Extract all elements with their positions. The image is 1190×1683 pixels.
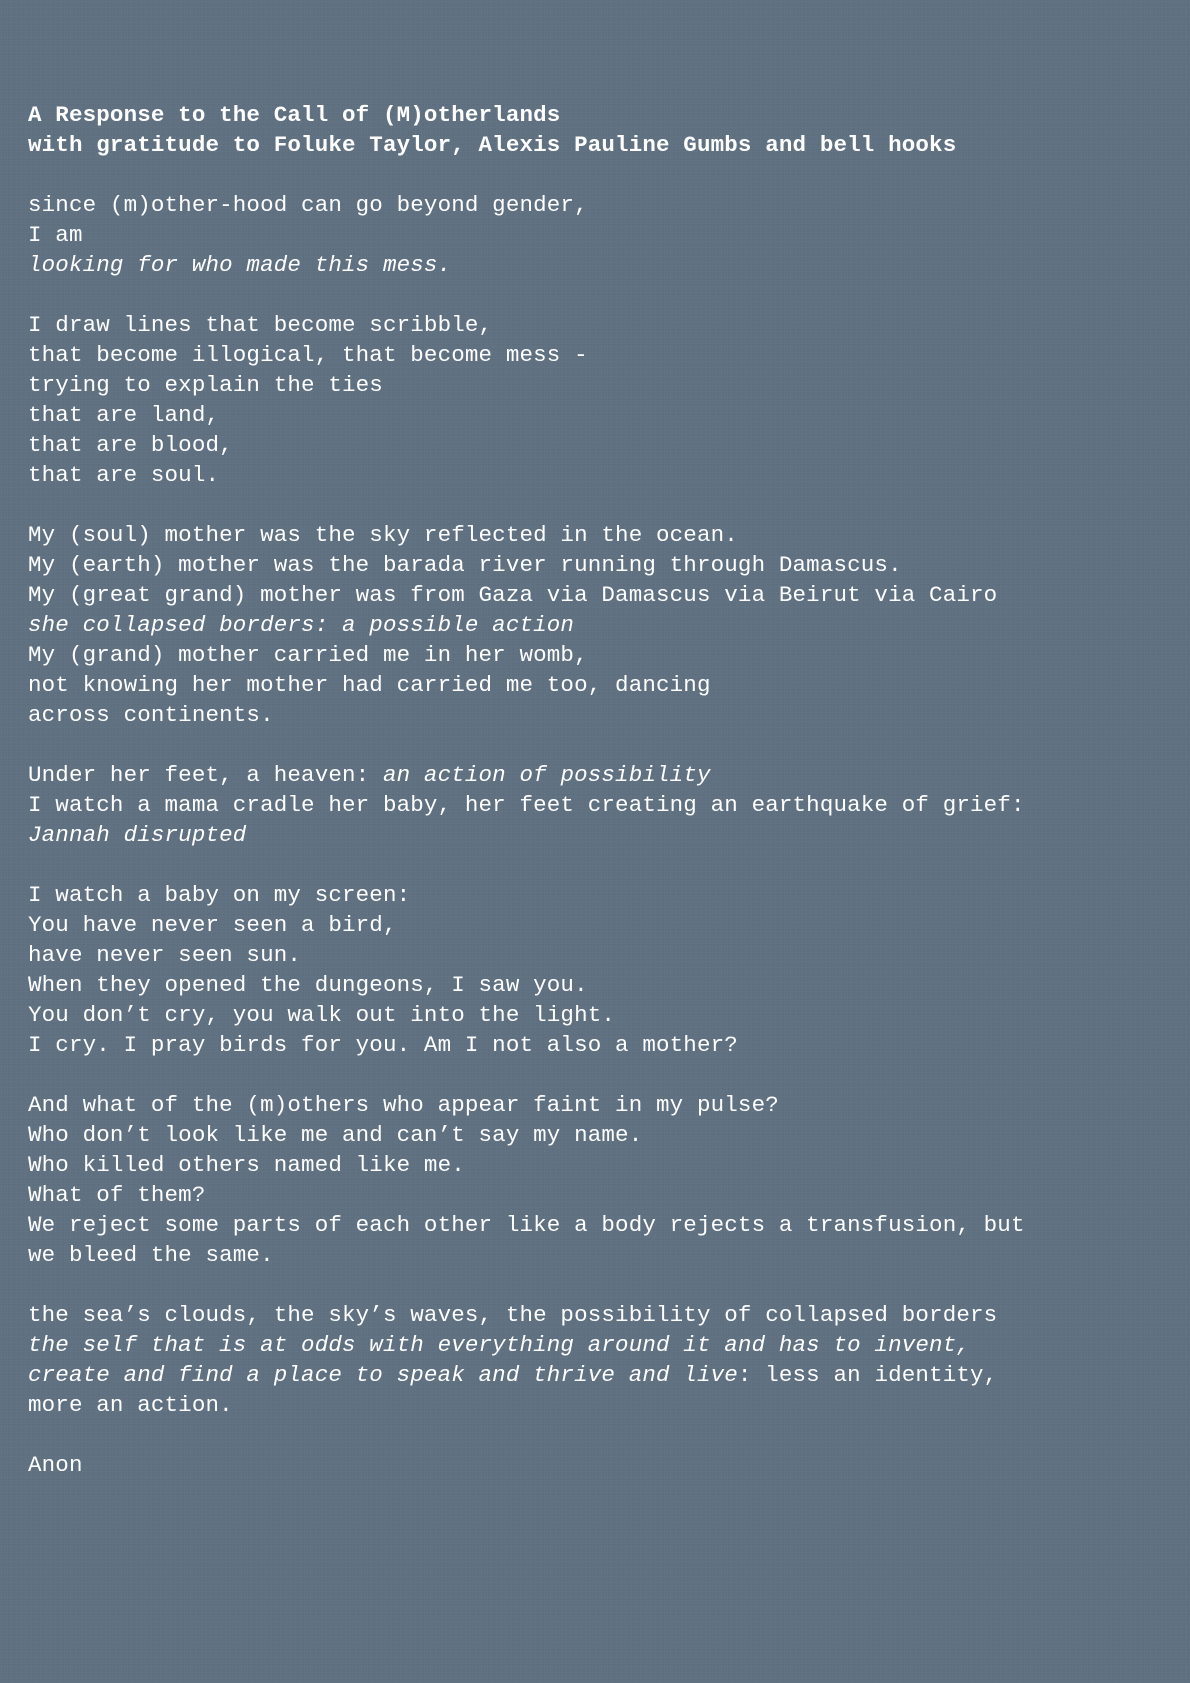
- poem-line: [28, 760, 1178, 790]
- stanza-1: [28, 190, 1178, 280]
- poem-line: I draw lines that become scribble,: [28, 312, 493, 338]
- poem-line: You have never seen a bird,: [28, 912, 397, 938]
- stanza-3: [28, 520, 1178, 730]
- poem-line: more an action.: [28, 1392, 233, 1418]
- poem-line: that are land,: [28, 402, 220, 428]
- poem-line: You don’t cry, you walk out into the light.: [28, 1002, 616, 1028]
- poem-document: [28, 100, 1178, 1510]
- stanza-7: [28, 1300, 1178, 1420]
- poem-text: : less an identity,: [737, 1362, 998, 1388]
- poem-text: Under her feet, a heaven:: [28, 762, 383, 788]
- poem-line: that are soul.: [28, 462, 220, 488]
- poem-line: My (great grand) mother was from Gaza via Damascus via Beirut via Cairo: [28, 582, 998, 608]
- signature-block: [28, 1450, 1178, 1480]
- poem-line: the sea’s clouds, the sky’s waves, the possibility of collapsed borders: [28, 1302, 998, 1328]
- poem-line: My (soul) mother was the sky reflected in the ocean.: [28, 522, 738, 548]
- poem-title: A Response to the Call of (M)otherlands: [28, 102, 561, 128]
- poem-line: Who don’t look like me and can’t say my name.: [28, 1122, 643, 1148]
- poem-line: I cry. I pray birds for you. Am I not also a mother?: [28, 1032, 738, 1058]
- poem-line: Who killed others named like me.: [28, 1152, 465, 1178]
- poem-line: My (earth) mother was the barada river running through Damascus.: [28, 552, 902, 578]
- poem-line: I watch a mama cradle her baby, her feet creating an earthquake of grief:: [28, 792, 1025, 818]
- poem-dedication: with gratitude to Foluke Taylor, Alexis Pauline Gumbs and bell hooks: [28, 132, 957, 158]
- poem-line: trying to explain the ties: [28, 372, 383, 398]
- stanza-4: [28, 760, 1178, 850]
- poem-line: since (m)other-hood can go beyond gender,: [28, 192, 588, 218]
- poem-line: that are blood,: [28, 432, 233, 458]
- poem-line-italic: the self that is at odds with everything around it and has to invent,: [28, 1332, 971, 1358]
- poem-text-italic: an action of possibility: [382, 762, 711, 788]
- poem-line: across continents.: [28, 702, 274, 728]
- poem-line: not knowing her mother had carried me too, dancing: [28, 672, 711, 698]
- poem-title-block: [28, 100, 1178, 160]
- poem-line: that become illogical, that become mess -: [28, 342, 588, 368]
- poem-text-italic: create and find a place to speak and thrive and live: [28, 1362, 738, 1388]
- poem-line: And what of the (m)others who appear faint in my pulse?: [28, 1092, 779, 1118]
- stanza-6: [28, 1090, 1178, 1270]
- poem-line: My (grand) mother carried me in her womb,: [28, 642, 588, 668]
- poem-line-italic: looking for who made this mess.: [28, 252, 452, 278]
- poem-line: What of them?: [28, 1182, 206, 1208]
- stanza-5: [28, 880, 1178, 1060]
- author-signature: Anon: [28, 1452, 83, 1478]
- poem-line: [28, 1360, 1178, 1390]
- poem-line: When they opened the dungeons, I saw you.: [28, 972, 588, 998]
- poem-line: I am: [28, 222, 83, 248]
- poem-line: have never seen sun.: [28, 942, 302, 968]
- poem-line-italic: Jannah disrupted: [28, 822, 247, 848]
- stanza-2: [28, 310, 1178, 490]
- poem-line: we bleed the same.: [28, 1242, 274, 1268]
- poem-line: I watch a baby on my screen:: [28, 882, 411, 908]
- poem-line: We reject some parts of each other like a body rejects a transfusion, but: [28, 1212, 1025, 1238]
- poem-line-italic: she collapsed borders: a possible action: [28, 612, 575, 638]
